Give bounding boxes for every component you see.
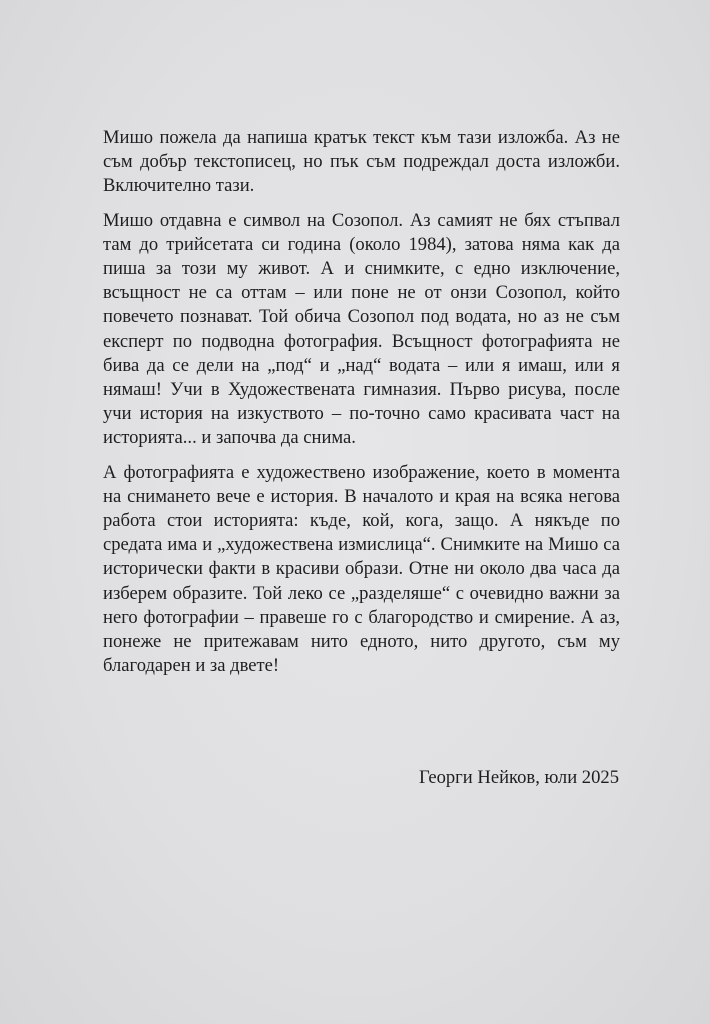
body-text — [103, 126, 620, 688]
signature: Георги Нейков, юли 2025 — [419, 767, 619, 788]
paragraph-2: Мишо отдавна е символ на Созопол. Аз самият не бях стъпвал там до трийсетата си година (около 1984), затова няма как да пиша за този му живот. А и снимките, с едно изключение, всъщност не са оттам – или поне не от онзи Созопол, който повечето познават. Той обича Созопол под водата, но аз не съм експерт по подводна фотография. Всъщност фотографията не бива да се дели на „под“ и „над“ водата – или я имаш, или я нямаш! Учи в Художествената гимназия. Първо рисува, после учи история на изкуството – по-точно само красивата част на историята... и започва да снима. — [103, 209, 620, 449]
paragraph-3: А фотографията е художествено изображение, което в момента на снимането вече е история. В началото и края на всяка негова работа стои историята: къде, кой, кога, защо. А някъде по средата има и „художествена измислица“. Снимките на Мишо са исторически факти в красиви образи. Отне ни около два часа да изберем образите. Той леко се „разделяше“ с очевидно важни за него фотографии – правеше го с благородство и смирение. А аз, понеже не притежавам нито едното, нито другото, съм му благодарен и за двете! — [103, 461, 620, 677]
paragraph-1: Мишо пожела да напиша кратък текст към тази изложба. Аз не съм добър текстописец, но пък съм подреждал доста изложби. Включително тази. — [103, 127, 620, 197]
